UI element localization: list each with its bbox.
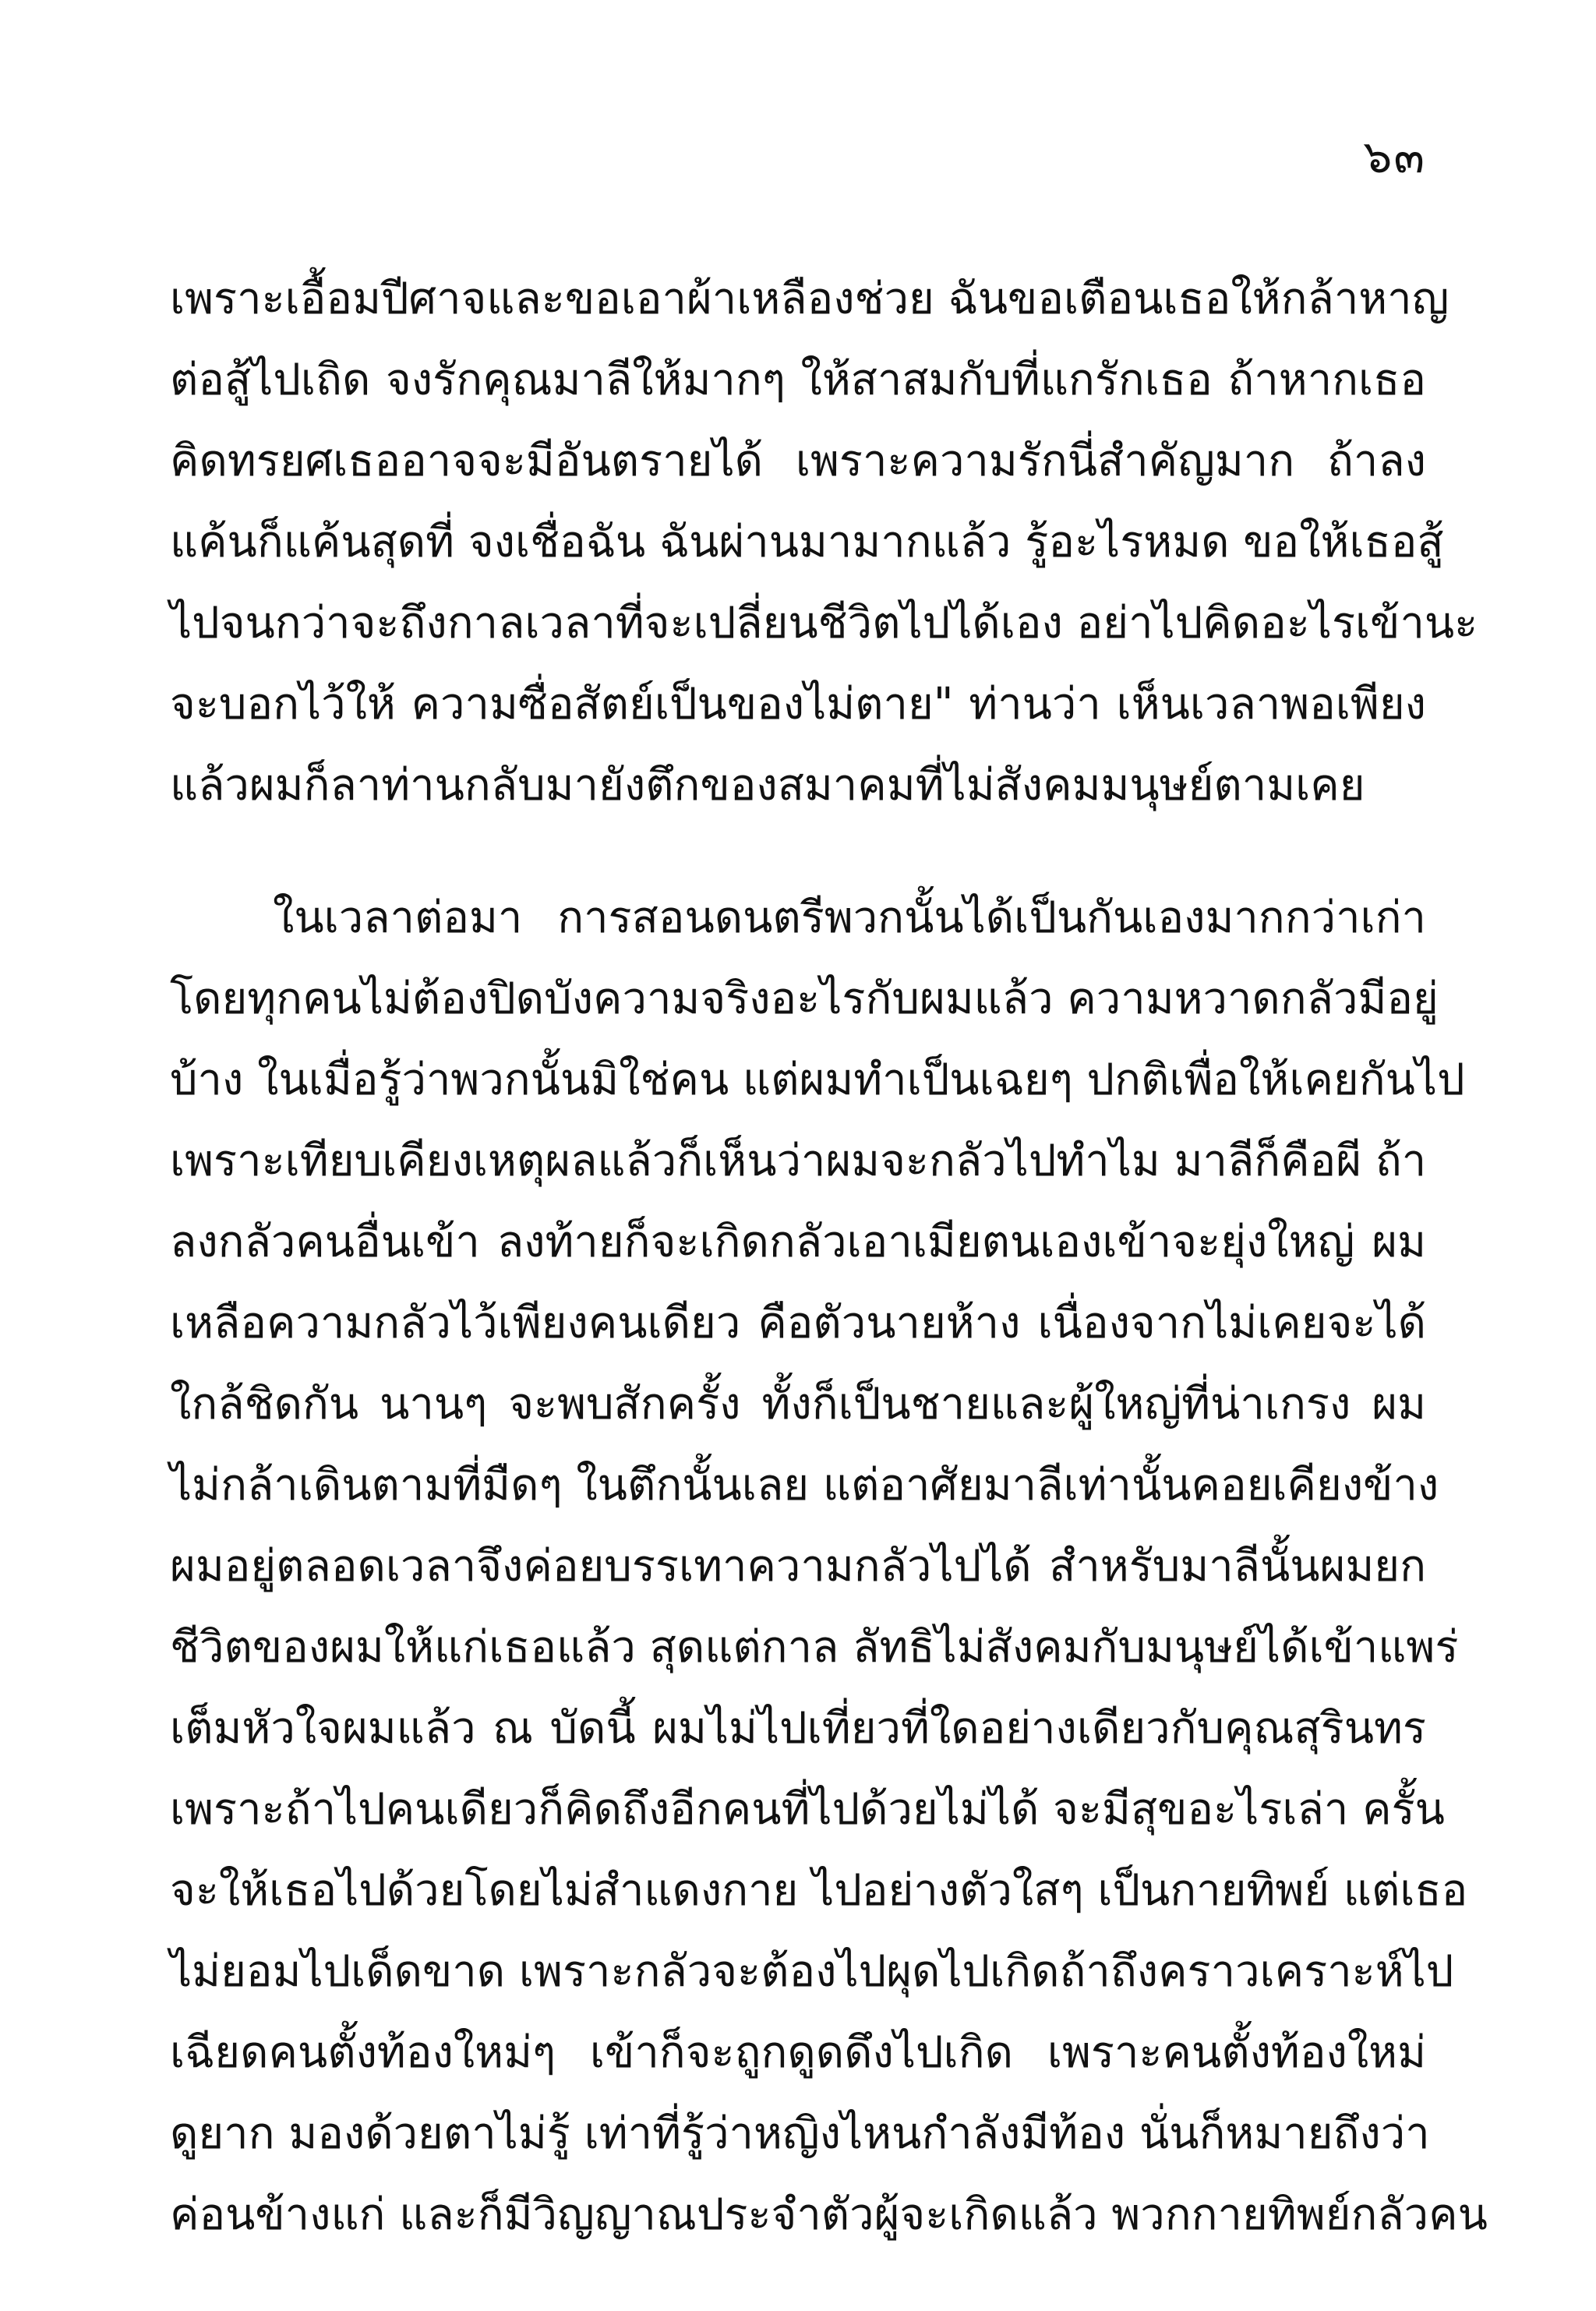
text-line: คิดทรยศเธออาจจะมีอันตรายได้ เพราะความรักนี่สำคัญมาก ถ้าลง [170, 436, 1426, 486]
text-line: เพราะเอื้อมปีศาจและขอเอาผ้าเหลืองช่วย ฉันขอเตือนเธอให้กล้าหาญ [170, 274, 1449, 324]
text-line: เพราะถ้าไปคนเดียวก็คิดถึงอีกคนที่ไปด้วยไม่ได้ จะมีสุขอะไรเล่า ครั้น [170, 1784, 1445, 1835]
paragraph-1 [170, 259, 1478, 826]
text-line: ใกล้ชิดกัน นานๆ จะพบสักครั้ง ทั้งก็เป็นชายและผู้ใหญ่ที่น่าเกรง ผม [170, 1379, 1426, 1429]
page-number: ๖๓ [1363, 130, 1426, 183]
text-line: ไม่ยอมไปเด็ดขาด เพราะกลัวจะต้องไปผุดไปเกิดถ้าถึงคราวเคราะห์ไป [170, 1946, 1454, 1997]
text-line: ชีวิตของผมให้แก่เธอแล้ว สุดแต่กาล ลัทธิไม่สังคมกับมนุษย์ได้เข้าแพร่ [170, 1622, 1459, 1673]
text-line: ลงกลัวคนอื่นเข้า ลงท้ายก็จะเกิดกลัวเอาเมียตนเองเข้าจะยุ่งใหญ่ ผม [170, 1217, 1426, 1267]
text-line: แล้วผมก็ลาท่านกลับมายังตึกของสมาคมที่ไม่สังคมมนุษย์ตามเคย [170, 760, 1365, 811]
text-line: เต็มหัวใจผมแล้ว ณ บัดนี้ ผมไม่ไปเที่ยวที่ใดอย่างเดียวกับคุณสุรินทร [170, 1703, 1426, 1754]
text-line: เพราะเทียบเคียงเหตุผลแล้วก็เห็นว่าผมจะกลัวไปทำไม มาลีก็คือผี ถ้า [170, 1136, 1427, 1186]
text-line: ค่อนข้างแก่ และก็มีวิญญาณประจำตัวผู้จะเกิดแล้ว พวกกายทิพย์กลัวคน [170, 2189, 1488, 2240]
text-line: เฉียดคนตั้งท้องใหม่ๆ เข้าก็จะถูกดูดดึงไปเกิด เพราะคนตั้งท้องใหม่ [170, 2027, 1426, 2078]
text-line: เหลือความกลัวไว้เพียงคนเดียว คือตัวนายห้าง เนื่องจากไม่เคยจะได้ [170, 1298, 1426, 1348]
text-line: แค้นก็แค้นสุดที่ จงเชื่อฉัน ฉันผ่านมามากแล้ว รู้อะไรหมด ขอให้เธอสู้ [170, 517, 1444, 567]
text-line: ดูยาก มองด้วยตาไม่รู้ เท่าที่รู้ว่าหญิงไหนกำลังมีท้อง นั่นก็หมายถึงว่า [170, 2108, 1430, 2159]
text-line: ต่อสู้ไปเถิด จงรักคุณมาลีให้มากๆ ให้สาสมกับที่แกรักเธอ ถ้าหากเธอ [170, 355, 1426, 405]
text-line: โดยทุกคนไม่ต้องปิดบังความจริงอะไรกับผมแล้ว ความหวาดกลัวมีอยู่ [170, 974, 1439, 1024]
text-line: บ้าง ในเมื่อรู้ว่าพวกนั้นมิใช่คน แต่ผมทำเป็นเฉยๆ ปกติเพื่อให้เคยกันไป [170, 1055, 1465, 1105]
text-line: จะให้เธอไปด้วยโดยไม่สำแดงกาย ไปอย่างตัวใสๆ เป็นกายทิพย์ แต่เธอ [170, 1865, 1468, 1916]
text-line: ไม่กล้าเดินตามที่มืดๆ ในตึกนั้นเลย แต่อาศัยมาลีเท่านั้นคอยเคียงข้าง [170, 1460, 1439, 1511]
text-line: จะบอกไว้ให้ ความซื่อสัตย์เป็นของไม่ตาย" ท่านว่า เห็นเวลาพอเพียง [170, 679, 1426, 730]
text-line: ผมอยู่ตลอดเวลาจึงค่อยบรรเทาความกลัวไปได้ สำหรับมาลีนั้นผมยก [170, 1541, 1426, 1592]
text-line: ในเวลาต่อมา การสอนดนตรีพวกนั้นได้เป็นกันเองมากกว่าเก่า [273, 892, 1426, 943]
text-line: ไปจนกว่าจะถึงกาลเวลาที่จะเปลี่ยนชีวิตไปได้เอง อย่าไปคิดอะไรเข้านะ [170, 598, 1478, 648]
paragraph-2 [170, 878, 1488, 2256]
